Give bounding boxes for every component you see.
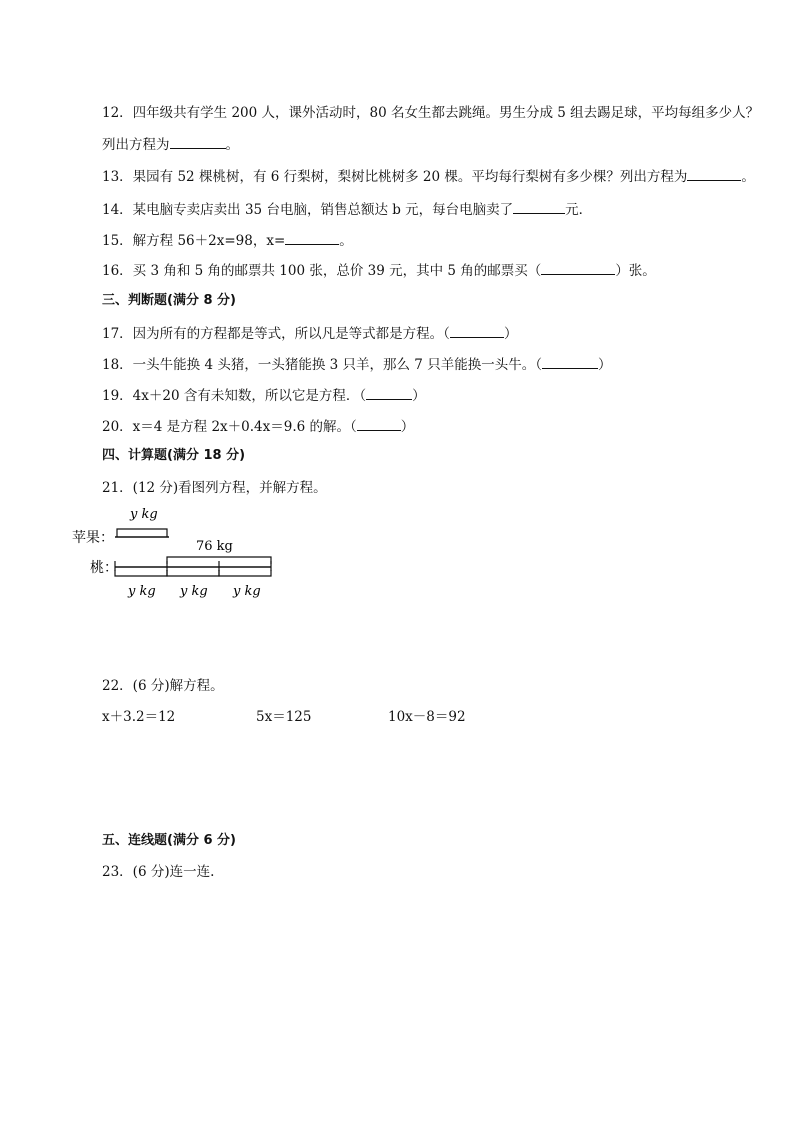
question-20 xyxy=(102,416,414,436)
question-19 xyxy=(102,385,426,405)
answer-blank[interactable] xyxy=(366,385,412,400)
unit-text: 元． xyxy=(565,202,593,218)
punctuation: 。 xyxy=(741,169,755,185)
peach-bottom-brace-1 xyxy=(115,570,167,576)
equation-3: 10x－8＝92 xyxy=(388,709,466,725)
answer-blank[interactable] xyxy=(357,416,401,431)
punctuation: 。 xyxy=(225,137,239,153)
question-15 xyxy=(102,230,353,250)
apple-label: 苹果： xyxy=(72,530,114,546)
question-17 xyxy=(102,323,517,343)
answer-blank[interactable] xyxy=(687,166,741,181)
bracket-close: ） xyxy=(400,419,415,435)
bracket-close: ） xyxy=(503,326,518,342)
answer-blank[interactable] xyxy=(542,354,598,369)
question-12-line1: 12．四年级共有学生 200 人，课外活动时，80 名女生都去跳绳。男生分成 5 组去踢足球，平均每组多少人？ xyxy=(102,105,760,121)
answer-blank[interactable] xyxy=(450,323,504,338)
line-segment-diagram xyxy=(70,500,290,606)
question-21-text: 21．(12 分)看图列方程，并解方程。 xyxy=(102,480,327,496)
peach-bottom-label-1: y kg xyxy=(128,584,156,599)
question-16-unit: ）张。 xyxy=(615,263,656,279)
section-5-heading: 五、连线题(满分 6 分) xyxy=(102,833,236,848)
question-20-text: 20．x＝4 是方程 2x＋0.4x＝9.6 的解。（ xyxy=(102,419,357,435)
equation-1: x＋3.2＝12 xyxy=(102,709,176,725)
question-17-text: 17．因为所有的方程都是等式，所以凡是等式都是方程。（ xyxy=(102,326,450,342)
apple-brace xyxy=(117,529,167,537)
apple-top-label: y kg xyxy=(130,507,158,522)
answer-blank[interactable] xyxy=(513,199,565,214)
section-3-heading: 三、判断题(满分 8 分) xyxy=(102,293,236,308)
bracket-close: ） xyxy=(412,388,426,404)
peach-bottom-label-2: y kg xyxy=(180,584,208,599)
answer-blank[interactable] xyxy=(170,134,226,149)
question-22-text: 22．(6 分)解方程。 xyxy=(102,678,224,694)
peach-label: 桃： xyxy=(90,560,118,576)
peach-bottom-brace-2 xyxy=(167,570,219,576)
bracket-close: ） xyxy=(597,357,612,373)
equation-2: 5x＝125 xyxy=(256,709,312,725)
peach-bottom-label-3: y kg xyxy=(233,584,261,599)
question-16 xyxy=(102,260,656,280)
question-12-prompt: 列出方程为 xyxy=(102,137,170,153)
question-13-text: 13．果园有 52 棵桃树，有 6 行梨树，梨树比桃树多 20 棵。平均每行梨树有多少棵？列出方程为 xyxy=(102,169,688,185)
question-18-text: 18．一头牛能换 4 头猪，一头猪能换 3 只羊，那么 7 只羊能换一头牛。（ xyxy=(102,357,542,373)
answer-blank[interactable] xyxy=(285,230,339,245)
peach-bottom-brace-3 xyxy=(219,570,271,576)
question-15-text: 15．解方程 56＋2x=98，x= xyxy=(102,233,286,249)
question-18 xyxy=(102,354,611,374)
question-13 xyxy=(102,166,755,186)
question-23-text: 23．(6 分)连一连. xyxy=(102,864,215,880)
peach-top-label: 76 kg xyxy=(196,539,233,554)
answer-blank[interactable] xyxy=(541,260,615,275)
question-14-text: 14．某电脑专卖店卖出 35 台电脑，销售总额达 b 元，每台电脑卖了 xyxy=(102,202,514,218)
question-19-text: 19．4x＋20 含有未知数，所以它是方程．（ xyxy=(102,388,367,404)
question-16-text: 16．买 3 角和 5 角的邮票共 100 张，总价 39 元，其中 5 角的邮票买（ xyxy=(102,263,542,279)
question-14 xyxy=(102,199,592,219)
question-12-line2 xyxy=(102,134,239,154)
punctuation: 。 xyxy=(339,233,353,249)
section-4-heading: 四、计算题(满分 18 分) xyxy=(102,448,246,463)
